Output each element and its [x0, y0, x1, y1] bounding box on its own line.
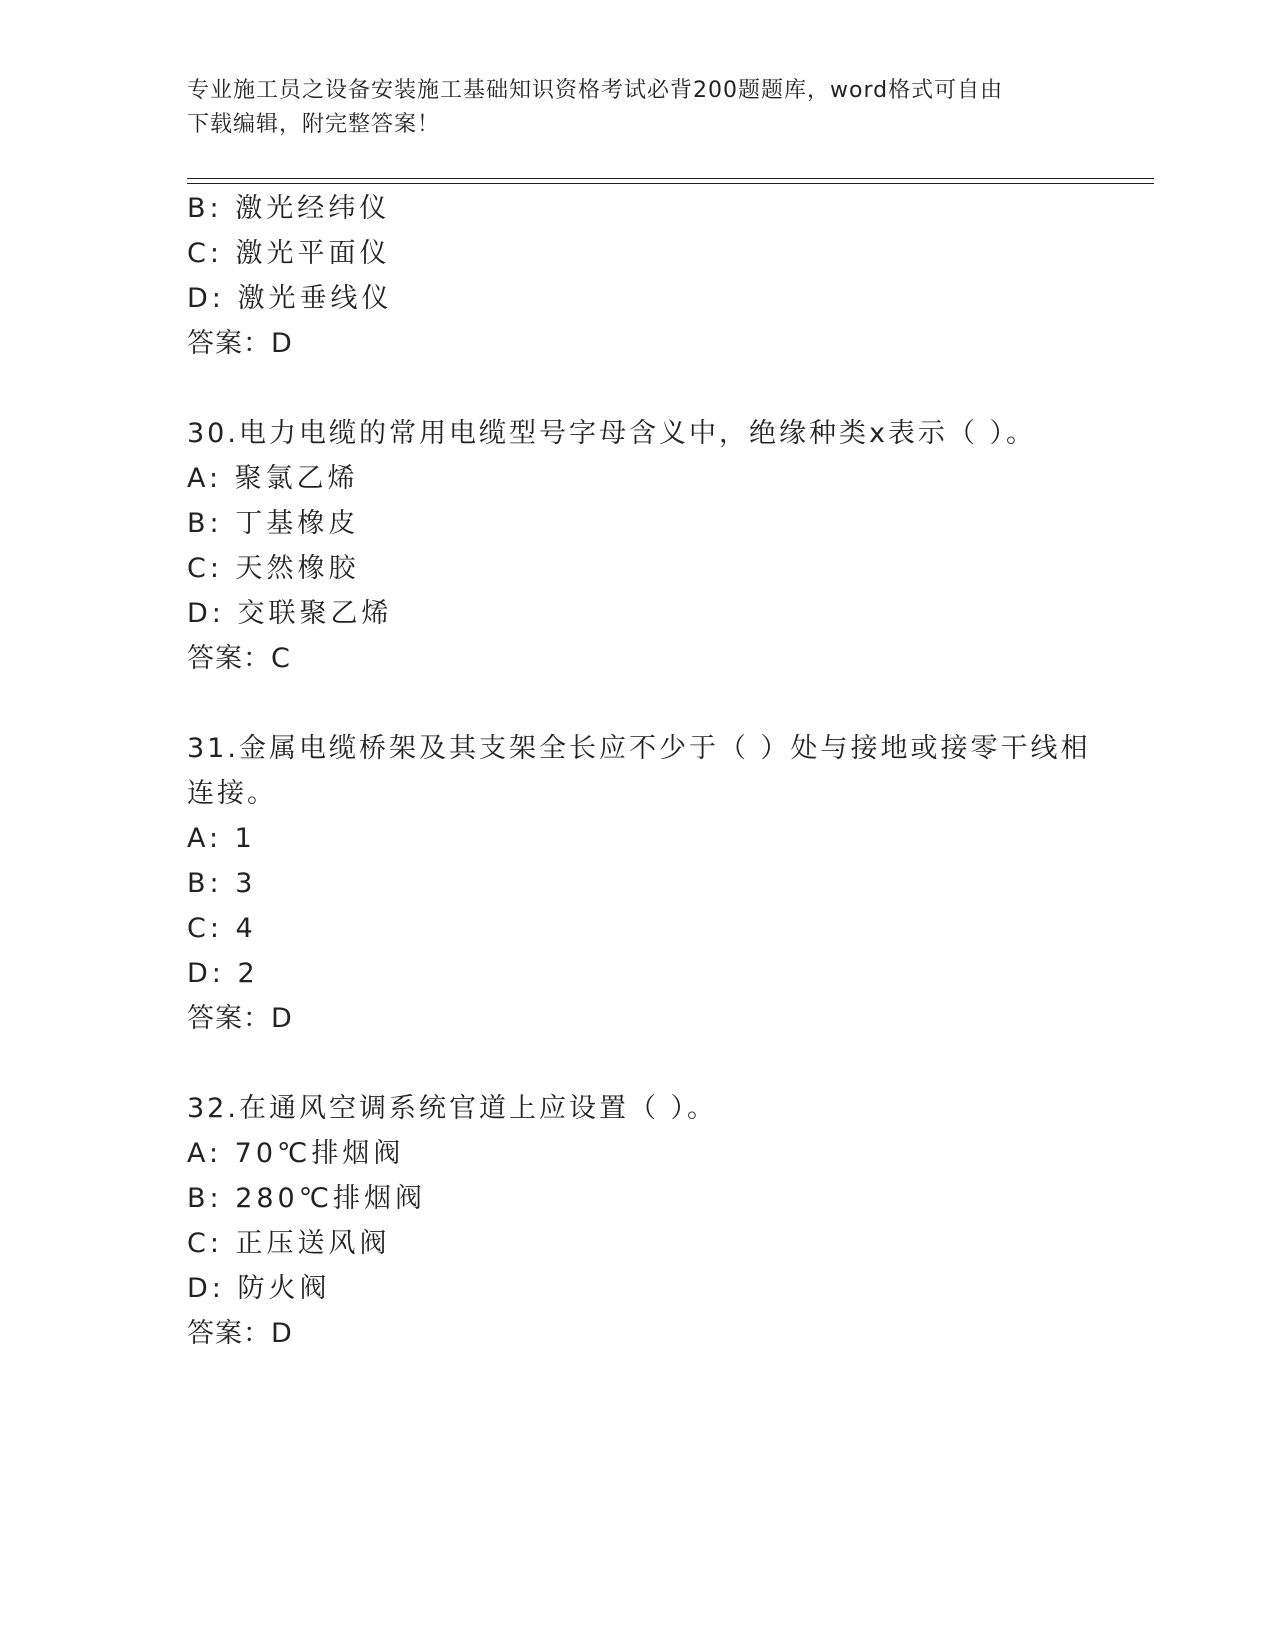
q32-answer: 答案：D	[187, 1318, 293, 1349]
q32-option-c: C: 正压送风阀	[187, 1228, 391, 1259]
header-divider-bottom	[187, 183, 1154, 184]
q30-option-b: B: 丁基橡皮	[187, 508, 360, 539]
q31-stem-line-1: 31.金属电缆桥架及其支架全长应不少于（ ）处与接地或接零干线相	[187, 733, 1091, 764]
q31-option-b: B: 3	[187, 868, 257, 899]
q31-answer: 答案：D	[187, 1003, 293, 1034]
q31-option-c: C: 4	[187, 913, 257, 944]
q32-option-a: A: 70℃排烟阀	[187, 1138, 405, 1169]
q31-option-d: D: 2	[187, 958, 259, 989]
q32-option-b: B: 280℃排烟阀	[187, 1183, 427, 1214]
header-line-2: 下载编辑，附完整答案！	[187, 112, 441, 137]
q31-option-a: A: 1	[187, 823, 256, 854]
q32-option-d: D: 防火阀	[187, 1273, 331, 1304]
header-divider-top	[187, 178, 1154, 179]
q29-option-c: C: 激光平面仪	[187, 238, 391, 269]
q30-option-d: D: 交联聚乙烯	[187, 598, 393, 629]
q30-option-c: C: 天然橡胶	[187, 553, 360, 584]
q29-option-b: B: 激光经纬仪	[187, 193, 391, 224]
q30-answer: 答案：C	[187, 643, 291, 674]
q29-option-d: D: 激光垂线仪	[187, 283, 393, 314]
q30-stem: 30.电力电缆的常用电缆型号字母含义中，绝缘种类x表示（ ）。	[187, 418, 1036, 449]
q32-stem: 32.在通风空调系统官道上应设置（ ）。	[187, 1093, 718, 1124]
header-line-1: 专业施工员之设备安装施工基础知识资格考试必背200题题库，word格式可自由	[187, 78, 1004, 103]
q30-option-a: A: 聚氯乙烯	[187, 463, 359, 494]
document-header	[187, 74, 1067, 142]
q29-answer: 答案：D	[187, 328, 293, 359]
q31-stem-line-2: 连接。	[187, 778, 277, 809]
